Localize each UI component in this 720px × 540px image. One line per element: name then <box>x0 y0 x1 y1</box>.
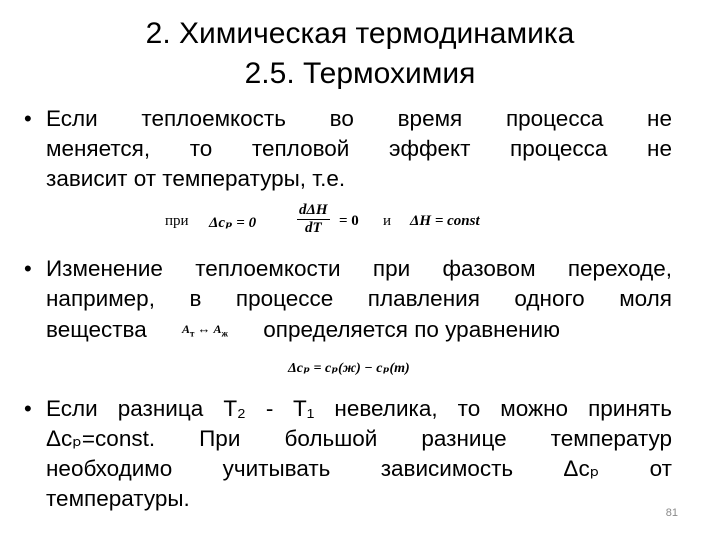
bullet-1 <box>24 104 672 194</box>
phase-left: A <box>182 322 191 336</box>
bullet-3-line-1: Если разница T₂ - T₁ невелика, то можно принять <box>46 396 672 421</box>
bullet-3-line-4: температуры. <box>46 486 190 511</box>
fraction-denominator: dT <box>304 220 322 236</box>
formula-delta-cp: Δcₚ = cₚ(ж) − cₚ(т) <box>288 361 410 376</box>
bullet-2-line-3-start: вещества <box>46 317 147 343</box>
bullet-1-line-2: меняется, то тепловой эффект процесса не <box>46 136 672 161</box>
bullet-1-line-3: зависит от температуры, т.е. <box>46 166 346 191</box>
formula-cond: Δcₚ = 0 <box>209 215 257 231</box>
bullet-dot: • <box>24 106 32 131</box>
bullet-2-line-3-end: определяется по уравнению <box>263 317 560 343</box>
page-number: 81 <box>665 507 678 519</box>
bullet-2 <box>24 254 672 348</box>
bullet-2-line-1: Изменение теплоемкости при фазовом переходе, <box>46 256 672 281</box>
phase-right-sub: ж <box>221 328 229 339</box>
bullet-1-line-1: Если теплоемкость во время процесса не <box>46 106 672 131</box>
formula-and: и <box>383 213 392 229</box>
bullet-3-line-3: необходимо учитывать зависимость Δcₚ от <box>46 456 672 481</box>
formula-result: ΔH = const <box>410 213 480 229</box>
bullet-2-line-3 <box>46 314 672 348</box>
title-line-1: 2. Химическая термодинамика <box>145 17 575 50</box>
formula-dH-const <box>165 200 525 244</box>
formula-fraction <box>297 202 330 237</box>
bullet-dot: • <box>24 396 32 421</box>
phase-left-sub: т <box>190 328 195 339</box>
slide-title <box>0 14 720 94</box>
bullet-2-line-2: например, в процессе плавления одного моля <box>46 286 672 311</box>
formula-phase-transition <box>153 314 257 348</box>
bullet-3 <box>24 394 672 514</box>
bullet-dot: • <box>24 256 32 281</box>
bullet-3-line-2: Δcₚ=const. При большой разнице температур <box>46 426 672 451</box>
formula-eq0: = 0 <box>339 213 359 229</box>
formula-pri: при <box>165 213 189 229</box>
fraction-numerator: dΔH <box>299 202 328 218</box>
phase-right: A <box>213 322 222 336</box>
title-line-2: 2.5. Термохимия <box>244 57 476 90</box>
phase-arrow: ↔ <box>197 321 211 336</box>
